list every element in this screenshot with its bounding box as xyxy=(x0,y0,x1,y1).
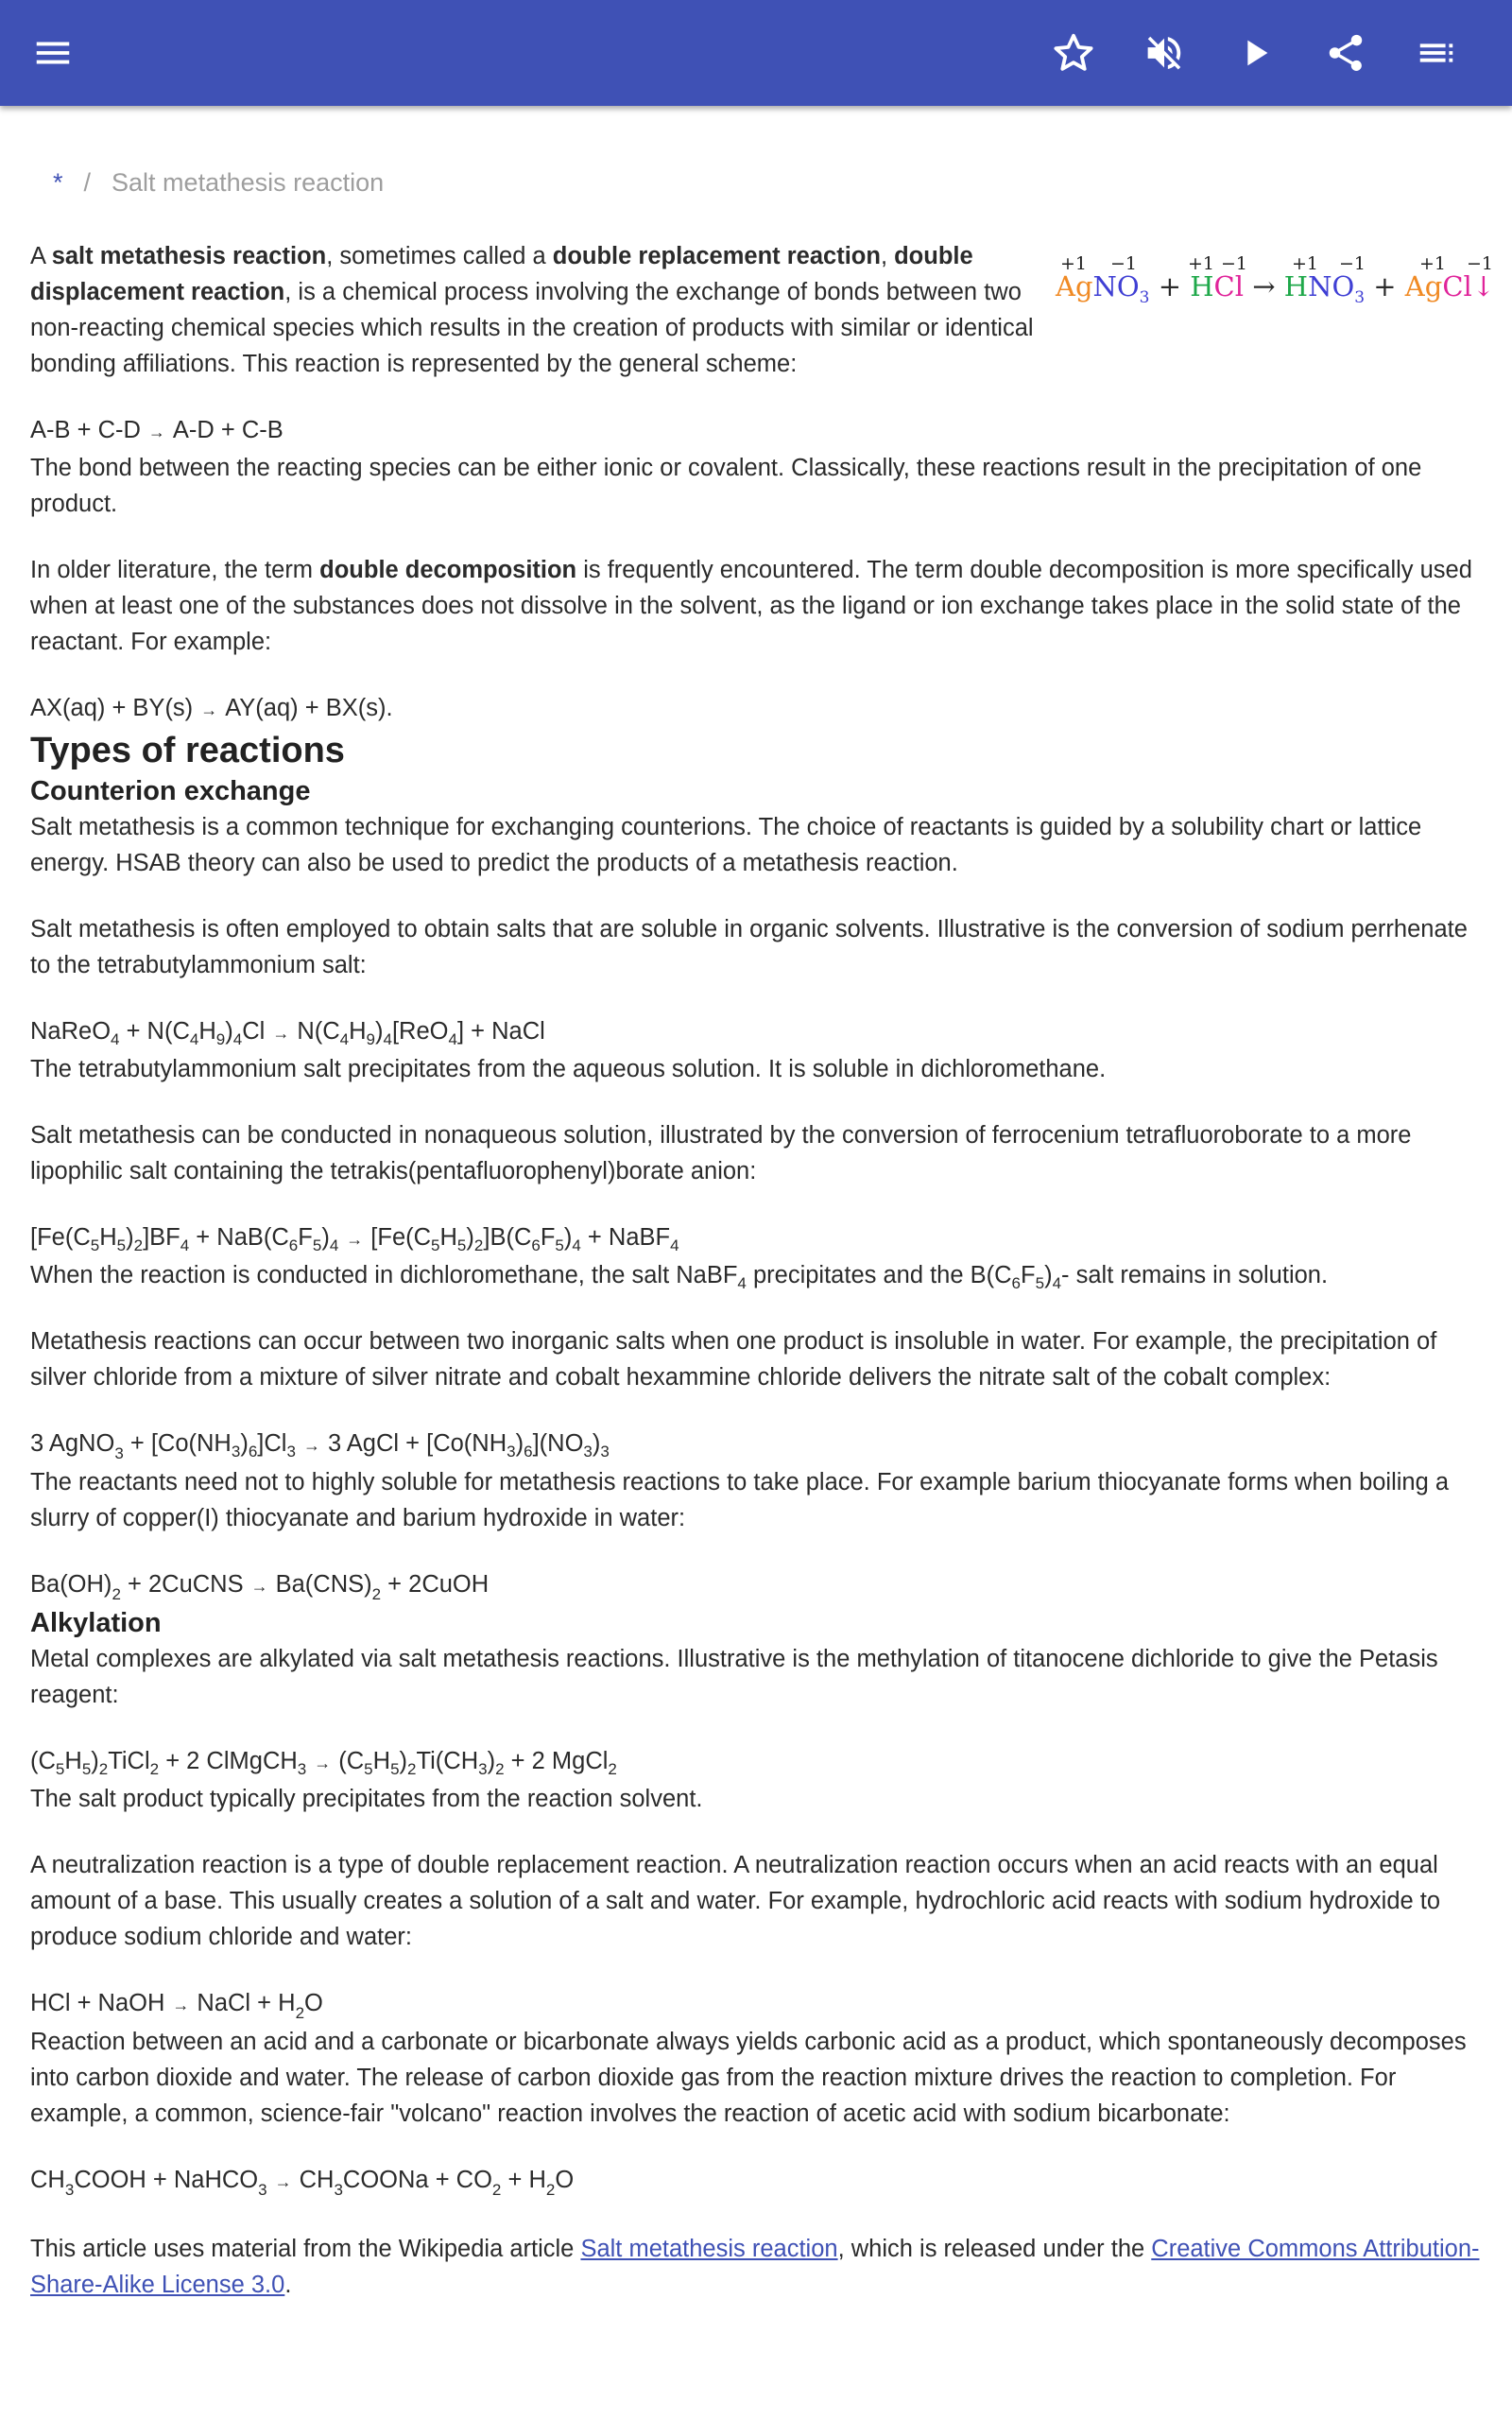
oxidation-state: +1 xyxy=(1292,253,1319,274)
wikipedia-article-link[interactable]: Salt metathesis reaction xyxy=(580,2236,838,2262)
reaction-figure xyxy=(1056,238,1504,314)
oxidation-state: −1 xyxy=(1110,253,1138,274)
reactants-paragraph: The reactants need not to highly soluble for metathesis reactions to take place. For example barium thiocyanate forms when boiling a slurry of copper(I) thiocyanate and barium hydroxide in water: xyxy=(30,1469,1450,1531)
intro-paragraph: A salt metathesis reaction, sometimes called a double replacement reaction, double displacement reaction, is a chemical process involving the exchange of bonds between two non-reacting chemical species which results in the creation of products with similar or identical bonding affiliations. This reaction is represented by the general scheme: xyxy=(30,243,1034,377)
breadcrumb-home-link[interactable]: * xyxy=(53,168,63,197)
oxidation-state: +1 xyxy=(1060,253,1088,274)
section-heading-types: Types of reactions xyxy=(30,731,345,770)
cobalt-complex-equation: 3 AgNO$_3$ + $[Co(NH_3)_6]Cl_3 \to 3$ AgCl + $[Co(NH_3)_6](NO_3)_3$ xyxy=(30,1430,610,1462)
license-link[interactable]: Creative Commons Attribution-Share-Alike License 3.0 xyxy=(30,2236,1480,2298)
oxidation-state: +1 xyxy=(1419,253,1447,274)
neutralization-paragraph: A neutralization reaction is a type of double replacement reaction. A neutralization reaction occurs when an acid reacts with an equal amount of a base. This usually creates a solution of a salt and water. For example, hydrochloric acid reacts with sodium hydroxide to produce sodium chloride and water: xyxy=(30,1852,1441,1950)
double-decomposition-equation: AX(aq) + BY(s) → AY(aq) + BX(s). xyxy=(30,695,393,721)
older-literature-paragraph: In older literature, the term double decomposition is frequently encountered. The term double decomposition is more specifically used when at least one of the substances does not dissolve in the solvent, as the ligand or ion exchange takes place in the solid state of the reactant. For example: xyxy=(30,557,1472,655)
article-body xyxy=(30,238,1496,2333)
attribution-paragraph: This article uses material from the Wikipedia article Salt metathesis reaction, which is released under the Creative Commons Attribution-Share-Alike License 3.0. xyxy=(30,2236,1480,2298)
breadcrumb-separator: / xyxy=(83,168,92,197)
oxidation-state: +1 xyxy=(1188,253,1215,274)
oxidation-state: −1 xyxy=(1221,253,1248,274)
organic-solvents-paragraph: Salt metathesis is often employed to obtain salts that are soluble in organic solvents. Illustrative is the conversion of sodium perrhenate to the tetrabutylammonium salt: xyxy=(30,916,1468,978)
barium-thiocyanate-equation: $Ba(OH)_2$ + 2CuCNS → $Ba(CNS)_2$ + 2CuOH xyxy=(30,1571,490,1603)
menu-icon[interactable] xyxy=(28,28,77,78)
oxidation-state: −1 xyxy=(1467,253,1494,274)
inorganic-salts-paragraph: Metathesis reactions can occur between two inorganic salts when one product is insoluble in water. For example, the precipitation of silver chloride from a mixture of silver nitrate and cobalt hexammine chloride delivers the nitrate salt of the cobalt complex: xyxy=(30,1328,1437,1391)
breadcrumb xyxy=(53,168,384,198)
carbonate-paragraph: Reaction between an acid and a carbonate or bicarbonate always yields carbonic acid as a product, which spontaneously decomposes into carbon dioxide and water. The release of carbon dioxide gas from the reaction mixture drives the reaction to completion. For example, a common, science-fair "volcano" reaction involves the reaction of acetic acid with sodium bicarbonate: xyxy=(30,2029,1467,2127)
subsection-heading-counterion: Counterion exchange xyxy=(30,776,311,806)
nonaqueous-paragraph: Salt metathesis can be conducted in nonaqueous solution, illustrated by the conversion of ferrocenium tetrafluoroborate to a more lipophilic salt containing the tetrakis(pentafluorophenyl)borate anion: xyxy=(30,1122,1412,1184)
app-bar xyxy=(0,0,1512,106)
general-scheme-equation: A-B + C-D → A-D + C-B xyxy=(30,417,284,443)
neutralization-equation: HCl + NaOH → NaCl + $H_2O$ xyxy=(30,1990,323,2022)
volume-off-icon[interactable] xyxy=(1140,28,1189,78)
share-icon[interactable] xyxy=(1321,28,1370,78)
alkylation-paragraph: Metal complexes are alkylated via salt metathesis reactions. Illustrative is the methylation of titanocene dichloride to give the Petasis reagent: xyxy=(30,1646,1438,1708)
subsection-heading-alkylation: Alkylation xyxy=(30,1608,162,1638)
volcano-equation: $CH_3COOH$ + NaHCO$_3$ → $CH_3COONa + CO_2 + H_2O$ xyxy=(30,2167,575,2199)
oxidation-state: −1 xyxy=(1339,253,1366,274)
tetrabutylammonium-paragraph: The tetrabutylammonium salt precipitates from the aqueous solution. It is soluble in dichloromethane. xyxy=(30,1056,1107,1082)
star-outline-icon[interactable] xyxy=(1049,28,1098,78)
toc-icon[interactable] xyxy=(1412,28,1461,78)
perrhenate-equation: NaReO$_4$ + $N(C_4H_9)_4Cl \to N(C_4H_9)_4[ReO_4]$ + NaCl xyxy=(30,1018,545,1049)
play-icon[interactable] xyxy=(1230,28,1280,78)
salt-product-paragraph: The salt product typically precipitates from the reaction solvent. xyxy=(30,1786,703,1812)
bond-paragraph: The bond between the reacting species can be either ionic or covalent. Classically, these reactions result in the precipitation of one product. xyxy=(30,455,1422,517)
ferrocenium-equation: $[Fe(C_5H_5)_2]BF_4 + NaB(C_6F_5)_4 \to [Fe(C_5H_5)_2]B(C_6F_5)_4$ + NaBF$_4$ xyxy=(30,1224,679,1255)
counterion-paragraph: Salt metathesis is a common technique for exchanging counterions. The choice of reactants is guided by a solubility chart or lattice energy. HSAB theory can also be used to predict the products of a metathesis reaction. xyxy=(30,814,1422,876)
petasis-equation: $(C_5H_5)_2TiCl_2 + 2$ ClMgCH$_3$ → $(C_5H_5)_2Ti(CH_3)_2 + 2$ MgCl$_2$ xyxy=(30,1748,617,1779)
dichloromethane-paragraph: When the reaction is conducted in dichloromethane, the salt NaBF$_4$ precipitates and the $B(C_6F_5)_4-$ salt remains in solution. xyxy=(30,1262,1329,1293)
reaction-equation: AgNO$_3$ + HCl → $HNO_3$ + AgCl↓ xyxy=(1056,270,1496,307)
breadcrumb-current: Salt metathesis reaction xyxy=(112,168,385,197)
